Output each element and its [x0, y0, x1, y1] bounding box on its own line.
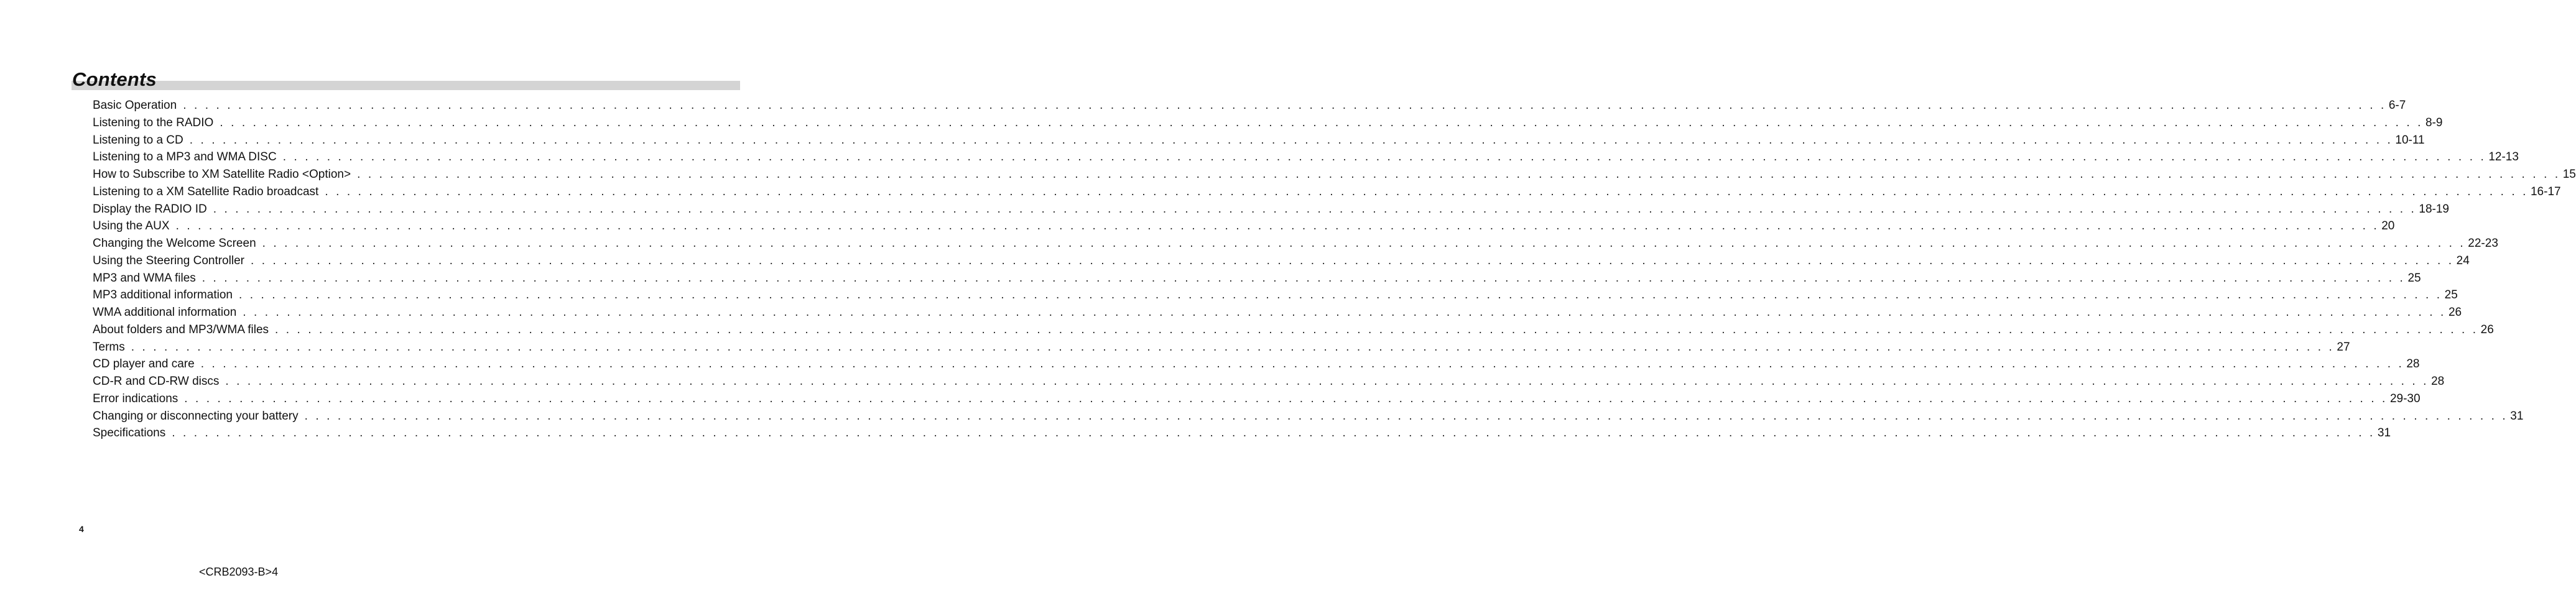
- toc-dot-leader: . . . . . . . . . . . . . . . . . . . . . . . . . . . . . . . . . . . . . . . . . . . . . . . . . . . . . . . . . . . . . . . . . . . . . . . . . . . . . . . . . . . . . . . . . . . . . . . . . . . . . . . . . . . . . . . . . . . . . . . . . . . . . . . . . . . . . . . . . . . . . . . . . . . . . . . . . . . . . . . . . . . . . . . . . . . . . . . . . . . . . . . . . . . . . . . . . . . . . . . .: [282, 150, 2486, 164]
- toc-entry-label: About folders and MP3/WMA files: [93, 323, 269, 336]
- toc-entry-label: Terms: [93, 340, 125, 354]
- toc-dot-leader: . . . . . . . . . . . . . . . . . . . . . . . . . . . . . . . . . . . . . . . . . . . . . . . . . . . . . . . . . . . . . . . . . . . . . . . . . . . . . . . . . . . . . . . . . . . . . . . . . . . . . . . . . . . . . . . . . . . . . . . . . . . . . . . . . . . . . . . . . . . . . . . . . . . . . . . . . . . . . . . . . . . . . . . . . . . . . . . . . . . . . . . . . . . . . . . . . . . . . . . .: [183, 99, 2386, 112]
- toc-dot-leader: . . . . . . . . . . . . . . . . . . . . . . . . . . . . . . . . . . . . . . . . . . . . . . . . . . . . . . . . . . . . . . . . . . . . . . . . . . . . . . . . . . . . . . . . . . . . . . . . . . . . . . . . . . . . . . . . . . . . . . . . . . . . . . . . . . . . . . . . . . . . . . . . . . . . . . . . . . . . . . . . . . . . . . . . . . . . . . . . . . . . . . . . . . . . . . . . . . . . . . . .: [262, 237, 2466, 250]
- toc-entry-label: Listening to the RADIO: [93, 116, 214, 129]
- toc-dot-leader: . . . . . . . . . . . . . . . . . . . . . . . . . . . . . . . . . . . . . . . . . . . . . . . . . . . . . . . . . . . . . . . . . . . . . . . . . . . . . . . . . . . . . . . . . . . . . . . . . . . . . . . . . . . . . . . . . . . . . . . . . . . . . . . . . . . . . . . . . . . . . . . . . . . . . . . . . . . . . . . . . . . . . . . . . . . . . . . . . . . . . . . . . . . . . . . . . . . . . . . .: [243, 306, 2446, 319]
- toc-entry[interactable]: [93, 356, 2420, 373]
- toc-entry[interactable]: [93, 339, 2350, 356]
- toc-entry[interactable]: [93, 287, 2458, 304]
- toc-entry-label: Specifications: [93, 426, 166, 440]
- toc-entry-page: 31: [2510, 409, 2524, 423]
- toc-entry[interactable]: [93, 166, 2576, 183]
- toc-entry-label: CD player and care: [93, 357, 195, 371]
- toc-entry-page: 12-13: [2488, 150, 2519, 164]
- toc-entry[interactable]: [93, 183, 2561, 201]
- toc-entry[interactable]: [93, 304, 2462, 321]
- toc-entry-label: Listening to a XM Satellite Radio broadcast: [93, 185, 319, 198]
- toc-entry[interactable]: [93, 408, 2524, 425]
- toc-entry-page: 29-30: [2389, 392, 2421, 405]
- toc-dot-leader: . . . . . . . . . . . . . . . . . . . . . . . . . . . . . . . . . . . . . . . . . . . . . . . . . . . . . . . . . . . . . . . . . . . . . . . . . . . . . . . . . . . . . . . . . . . . . . . . . . . . . . . . . . . . . . . . . . . . . . . . . . . . . . . . . . . . . . . . . . . . . . . . . . . . . . . . . . . . . . . . . . . . . . . . . . . . . . . . . . . . . . . . . . . . . . . . . . . . . . . .: [131, 340, 2335, 354]
- toc-entry-label: Error indications: [93, 392, 178, 405]
- toc-entry-page: 10-11: [2395, 133, 2425, 147]
- toc-entry-page: 15: [2562, 168, 2576, 181]
- toc-entry[interactable]: [93, 97, 2406, 114]
- toc-entry-label: Listening to a MP3 and WMA DISC: [93, 150, 277, 164]
- toc-dot-leader: . . . . . . . . . . . . . . . . . . . . . . . . . . . . . . . . . . . . . . . . . . . . . . . . . . . . . . . . . . . . . . . . . . . . . . . . . . . . . . . . . . . . . . . . . . . . . . . . . . . . . . . . . . . . . . . . . . . . . . . . . . . . . . . . . . . . . . . . . . . . . . . . . . . . . . . . . . . . . . . . . . . . . . . . . . . . . . . . . . . . . . . . . . . . . . . . . . . . . . . .: [304, 409, 2508, 423]
- toc-entry[interactable]: [93, 390, 2421, 408]
- toc-entry-page: 8-9: [2425, 116, 2443, 129]
- toc-dot-leader: . . . . . . . . . . . . . . . . . . . . . . . . . . . . . . . . . . . . . . . . . . . . . . . . . . . . . . . . . . . . . . . . . . . . . . . . . . . . . . . . . . . . . . . . . . . . . . . . . . . . . . . . . . . . . . . . . . . . . . . . . . . . . . . . . . . . . . . . . . . . . . . . . . . . . . . . . . . . . . . . . . . . . . . . . . . . . . . . . . . . . . . . . . . . . . . . . . . . . . . .: [202, 271, 2406, 285]
- toc-entry-page: 31: [2377, 426, 2391, 440]
- toc-entry-page: 25: [2444, 288, 2458, 302]
- toc-entry[interactable]: [93, 425, 2391, 442]
- page-title: Contents: [72, 68, 157, 90]
- toc-dot-leader: . . . . . . . . . . . . . . . . . . . . . . . . . . . . . . . . . . . . . . . . . . . . . . . . . . . . . . . . . . . . . . . . . . . . . . . . . . . . . . . . . . . . . . . . . . . . . . . . . . . . . . . . . . . . . . . . . . . . . . . . . . . . . . . . . . . . . . . . . . . . . . . . . . . . . . . . . . . . . . . . . . . . . . . . . . . . . . . . . . . . . . . . . . . . . . . . . . . . . . . .: [175, 219, 2379, 233]
- toc-entry[interactable]: [93, 270, 2421, 287]
- toc-entry-page: 25: [2407, 271, 2421, 285]
- toc-entry[interactable]: [93, 235, 2498, 252]
- toc-dot-leader: . . . . . . . . . . . . . . . . . . . . . . . . . . . . . . . . . . . . . . . . . . . . . . . . . . . . . . . . . . . . . . . . . . . . . . . . . . . . . . . . . . . . . . . . . . . . . . . . . . . . . . . . . . . . . . . . . . . . . . . . . . . . . . . . . . . . . . . . . . . . . . . . . . . . . . . . . . . . . . . . . . . . . . . . . . . . . . . . . . . . . . . . . . . . . . . . . . . . . . . .: [184, 392, 2388, 405]
- toc-dot-leader: . . . . . . . . . . . . . . . . . . . . . . . . . . . . . . . . . . . . . . . . . . . . . . . . . . . . . . . . . . . . . . . . . . . . . . . . . . . . . . . . . . . . . . . . . . . . . . . . . . . . . . . . . . . . . . . . . . . . . . . . . . . . . . . . . . . . . . . . . . . . . . . . . . . . . . . . . . . . . . . . . . . . . . . . . . . . . . . . . . . . . . . . . . . . . . . . . . . . . . . .: [238, 288, 2442, 302]
- document-code: <CRB2093-B>4: [199, 566, 279, 578]
- toc-entry-label: Basic Operation: [93, 99, 177, 112]
- toc-dot-leader: . . . . . . . . . . . . . . . . . . . . . . . . . . . . . . . . . . . . . . . . . . . . . . . . . . . . . . . . . . . . . . . . . . . . . . . . . . . . . . . . . . . . . . . . . . . . . . . . . . . . . . . . . . . . . . . . . . . . . . . . . . . . . . . . . . . . . . . . . . . . . . . . . . . . . . . . . . . . . . . . . . . . . . . . . . . . . . . . . . . . . . . . . . . . . . . . . . . . . . . .: [275, 323, 2478, 336]
- toc-entry-page: 6-7: [2388, 99, 2406, 112]
- toc-entry-label: Using the Steering Controller: [93, 254, 244, 267]
- heading-rule: [72, 81, 740, 90]
- toc-entry-page: 20: [2381, 219, 2395, 233]
- toc-dot-leader: . . . . . . . . . . . . . . . . . . . . . . . . . . . . . . . . . . . . . . . . . . . . . . . . . . . . . . . . . . . . . . . . . . . . . . . . . . . . . . . . . . . . . . . . . . . . . . . . . . . . . . . . . . . . . . . . . . . . . . . . . . . . . . . . . . . . . . . . . . . . . . . . . . . . . . . . . . . . . . . . . . . . . . . . . . . . . . . . . . . . . . . . . . . . . . . . . . . . . . . .: [357, 168, 2560, 181]
- toc-entry-label: WMA additional information: [93, 306, 237, 319]
- toc-entry-label: Listening to a CD: [93, 133, 183, 147]
- toc-entry-label: MP3 additional information: [93, 288, 233, 302]
- toc-entry-label: Display the RADIO ID: [93, 202, 207, 216]
- toc-entry-page: 26: [2448, 306, 2462, 319]
- toc-entry-label: How to Subscribe to XM Satellite Radio <Option>: [93, 168, 351, 181]
- toc-dot-leader: . . . . . . . . . . . . . . . . . . . . . . . . . . . . . . . . . . . . . . . . . . . . . . . . . . . . . . . . . . . . . . . . . . . . . . . . . . . . . . . . . . . . . . . . . . . . . . . . . . . . . . . . . . . . . . . . . . . . . . . . . . . . . . . . . . . . . . . . . . . . . . . . . . . . . . . . . . . . . . . . . . . . . . . . . . . . . . . . . . . . . . . . . . . . . . . . . . . . . . . .: [172, 426, 2375, 440]
- toc-entry-page: 24: [2456, 254, 2470, 267]
- toc-entry-label: CD-R and CD-RW discs: [93, 375, 220, 388]
- toc-entry[interactable]: [93, 132, 2425, 149]
- toc-entry-label: Changing or disconnecting your battery: [93, 409, 299, 423]
- toc-entry-page: 28: [2431, 375, 2445, 388]
- toc-entry-page: 26: [2480, 323, 2494, 336]
- toc-entry[interactable]: [93, 218, 2395, 235]
- toc-entry-label: Using the AUX: [93, 219, 170, 233]
- toc-dot-leader: . . . . . . . . . . . . . . . . . . . . . . . . . . . . . . . . . . . . . . . . . . . . . . . . . . . . . . . . . . . . . . . . . . . . . . . . . . . . . . . . . . . . . . . . . . . . . . . . . . . . . . . . . . . . . . . . . . . . . . . . . . . . . . . . . . . . . . . . . . . . . . . . . . . . . . . . . . . . . . . . . . . . . . . . . . . . . . . . . . . . . . . . . . . . . . . . . . . . . . . .: [250, 254, 2454, 267]
- toc-entry-page: 18-19: [2419, 202, 2449, 216]
- toc-entry[interactable]: [93, 373, 2445, 390]
- page-number: 4: [79, 524, 84, 534]
- contents-heading: [72, 66, 740, 92]
- toc-dot-leader: . . . . . . . . . . . . . . . . . . . . . . . . . . . . . . . . . . . . . . . . . . . . . . . . . . . . . . . . . . . . . . . . . . . . . . . . . . . . . . . . . . . . . . . . . . . . . . . . . . . . . . . . . . . . . . . . . . . . . . . . . . . . . . . . . . . . . . . . . . . . . . . . . . . . . . . . . . . . . . . . . . . . . . . . . . . . . . . . . . . . . . . . . . . . . . . . . . . . . . . .: [325, 185, 2528, 198]
- toc-entry-page: 27: [2337, 340, 2350, 354]
- toc-dot-leader: . . . . . . . . . . . . . . . . . . . . . . . . . . . . . . . . . . . . . . . . . . . . . . . . . . . . . . . . . . . . . . . . . . . . . . . . . . . . . . . . . . . . . . . . . . . . . . . . . . . . . . . . . . . . . . . . . . . . . . . . . . . . . . . . . . . . . . . . . . . . . . . . . . . . . . . . . . . . . . . . . . . . . . . . . . . . . . . . . . . . . . . . . . . . . . . . . . . . . . . .: [220, 116, 2423, 129]
- toc-entry-page: 16-17: [2530, 185, 2561, 198]
- toc-dot-leader: . . . . . . . . . . . . . . . . . . . . . . . . . . . . . . . . . . . . . . . . . . . . . . . . . . . . . . . . . . . . . . . . . . . . . . . . . . . . . . . . . . . . . . . . . . . . . . . . . . . . . . . . . . . . . . . . . . . . . . . . . . . . . . . . . . . . . . . . . . . . . . . . . . . . . . . . . . . . . . . . . . . . . . . . . . . . . . . . . . . . . . . . . . . . . . . . . . . . . . . .: [213, 202, 2417, 216]
- toc-entry-label: Changing the Welcome Screen: [93, 237, 256, 250]
- toc-dot-leader: . . . . . . . . . . . . . . . . . . . . . . . . . . . . . . . . . . . . . . . . . . . . . . . . . . . . . . . . . . . . . . . . . . . . . . . . . . . . . . . . . . . . . . . . . . . . . . . . . . . . . . . . . . . . . . . . . . . . . . . . . . . . . . . . . . . . . . . . . . . . . . . . . . . . . . . . . . . . . . . . . . . . . . . . . . . . . . . . . . . . . . . . . . . . . . . . . . . . . . . .: [189, 133, 2393, 147]
- toc-entry[interactable]: [93, 201, 2449, 218]
- toc-entry[interactable]: [93, 149, 2519, 166]
- toc-entry[interactable]: [93, 252, 2470, 270]
- toc-entry-page: 22-23: [2468, 237, 2498, 250]
- toc-dot-leader: . . . . . . . . . . . . . . . . . . . . . . . . . . . . . . . . . . . . . . . . . . . . . . . . . . . . . . . . . . . . . . . . . . . . . . . . . . . . . . . . . . . . . . . . . . . . . . . . . . . . . . . . . . . . . . . . . . . . . . . . . . . . . . . . . . . . . . . . . . . . . . . . . . . . . . . . . . . . . . . . . . . . . . . . . . . . . . . . . . . . . . . . . . . . . . . . . . . . . . . .: [225, 375, 2429, 388]
- toc-entry[interactable]: [93, 114, 2443, 132]
- toc-entry[interactable]: [93, 321, 2494, 339]
- toc-entry-page: 28: [2406, 357, 2420, 371]
- table-of-contents: [93, 97, 2576, 442]
- toc-dot-leader: . . . . . . . . . . . . . . . . . . . . . . . . . . . . . . . . . . . . . . . . . . . . . . . . . . . . . . . . . . . . . . . . . . . . . . . . . . . . . . . . . . . . . . . . . . . . . . . . . . . . . . . . . . . . . . . . . . . . . . . . . . . . . . . . . . . . . . . . . . . . . . . . . . . . . . . . . . . . . . . . . . . . . . . . . . . . . . . . . . . . . . . . . . . . . . . . . . . . . . . .: [200, 357, 2404, 371]
- toc-entry-label: MP3 and WMA files: [93, 271, 196, 285]
